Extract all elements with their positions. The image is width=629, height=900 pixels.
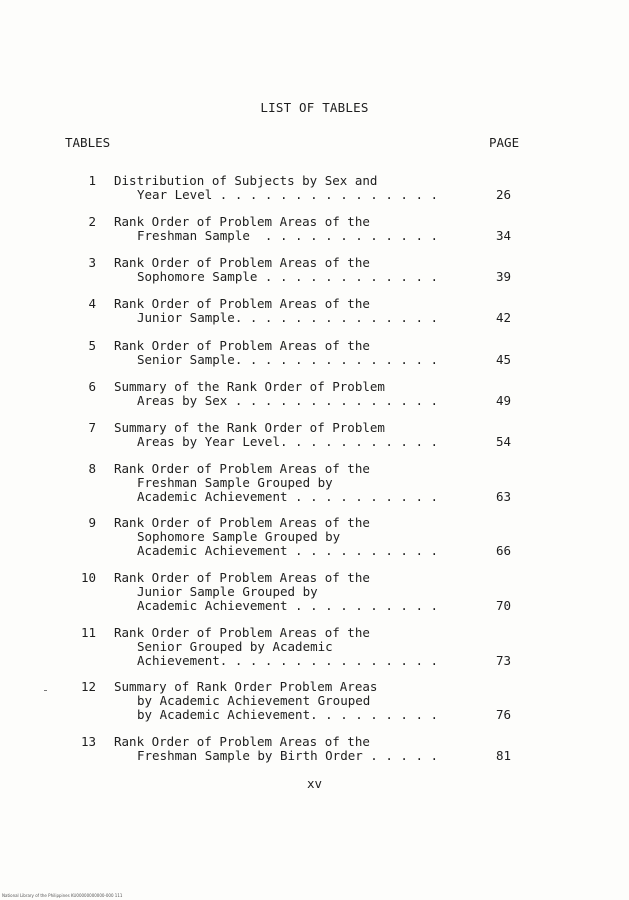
table-title-line: Senior Grouped by Academic — [137, 639, 333, 654]
table-page-number: 76 — [496, 707, 512, 722]
table-title-line: Summary of the Rank Order of Problem — [114, 379, 385, 394]
table-title-line: Rank Order of Problem Areas of the — [114, 214, 370, 229]
table-number: 7 — [88, 420, 96, 435]
table-number: 1 — [88, 173, 96, 188]
table-number: 10 — [80, 570, 96, 585]
table-title-line: Academic Achievement . . . . . . . . . . — [137, 489, 439, 504]
table-title-line: Rank Order of Problem Areas of the — [114, 338, 370, 353]
table-page-number: 49 — [496, 393, 512, 408]
table-title-line: Sophomore Sample Grouped by — [137, 529, 341, 544]
table-page-number: 81 — [496, 748, 512, 763]
table-number: 6 — [88, 379, 96, 394]
table-number: 8 — [88, 461, 96, 476]
table-title-line: Rank Order of Problem Areas of the — [114, 734, 370, 749]
table-page-number: 39 — [496, 269, 512, 284]
table-page-number: 45 — [496, 352, 512, 367]
table-title-line: Rank Order of Problem Areas of the — [114, 461, 370, 476]
table-title-line: Rank Order of Problem Areas of the — [114, 255, 370, 270]
table-title-line: Rank Order of Problem Areas of the — [114, 625, 370, 640]
table-title-line: Rank Order of Problem Areas of the — [114, 570, 370, 585]
table-title-line: Achievement. . . . . . . . . . . . . . . — [137, 653, 439, 668]
table-title-line: Summary of Rank Order Problem Areas — [114, 679, 378, 694]
table-title-line: Year Level . . . . . . . . . . . . . . . — [137, 187, 439, 202]
table-title-line: Academic Achievement . . . . . . . . . . — [137, 543, 439, 558]
table-title-line: Junior Sample Grouped by — [137, 584, 318, 599]
table-title-line: by Academic Achievement. . . . . . . . . — [137, 707, 439, 722]
table-title-line: Areas by Sex . . . . . . . . . . . . . . — [137, 393, 439, 408]
table-title-line: Freshman Sample by Birth Order . . . . . — [137, 748, 439, 763]
table-page-number: 54 — [496, 434, 512, 449]
table-title-line: Distribution of Subjects by Sex and — [114, 173, 378, 188]
table-page-number: 73 — [496, 653, 512, 668]
page-title: LIST OF TABLES — [260, 100, 369, 115]
page-column-header: PAGE — [489, 135, 520, 150]
table-number: 3 — [88, 255, 96, 270]
table-title-line: Rank Order of Problem Areas of the — [114, 296, 370, 311]
page-number-footer: xv — [306, 776, 323, 791]
tables-column-header: TABLES — [65, 135, 111, 150]
table-number: 2 — [88, 214, 96, 229]
table-title-line: Areas by Year Level. . . . . . . . . . . — [137, 434, 439, 449]
table-page-number: 34 — [496, 228, 512, 243]
table-page-number: 26 — [496, 187, 512, 202]
table-title-line: Academic Achievement . . . . . . . . . . — [137, 598, 439, 613]
table-page-number: 66 — [496, 543, 512, 558]
table-page-number: 70 — [496, 598, 512, 613]
table-title-line: Freshman Sample Grouped by — [137, 475, 333, 490]
stray-mark — [44, 690, 47, 691]
table-title-line: Rank Order of Problem Areas of the — [114, 515, 370, 530]
table-page-number: 63 — [496, 489, 512, 504]
table-number: 12 — [80, 679, 96, 694]
table-title-line: Senior Sample. . . . . . . . . . . . . . — [137, 352, 439, 367]
scan-attribution: National Library of the Philippines KU00000000000-000 111 — [2, 893, 123, 898]
table-title-line: Junior Sample. . . . . . . . . . . . . . — [137, 310, 439, 325]
table-number: 4 — [88, 296, 96, 311]
table-title-line: Summary of the Rank Order of Problem — [114, 420, 385, 435]
table-number: 13 — [80, 734, 96, 749]
table-page-number: 42 — [496, 310, 512, 325]
table-title-line: Sophomore Sample . . . . . . . . . . . . — [137, 269, 439, 284]
table-number: 9 — [88, 515, 96, 530]
table-title-line: Freshman Sample . . . . . . . . . . . . — [137, 228, 439, 243]
table-number: 5 — [88, 338, 96, 353]
table-number: 11 — [80, 625, 96, 640]
table-title-line: by Academic Achievement Grouped — [137, 693, 371, 708]
